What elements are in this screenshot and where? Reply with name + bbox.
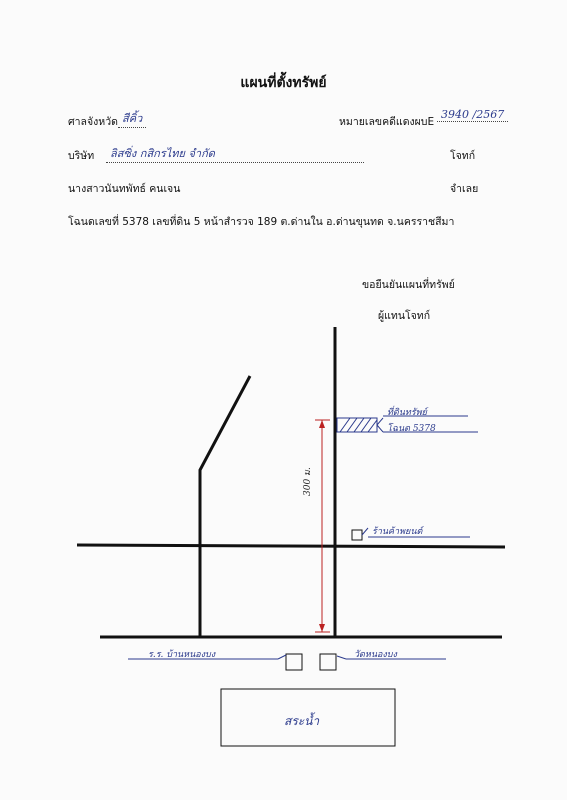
defendant-label: จำเลย [450, 183, 479, 195]
school-pointer [278, 655, 286, 659]
temple-pointer [337, 656, 346, 659]
property-label: ที่ดินทรัพย์ [387, 408, 427, 418]
school-label: ร.ร. บ้านหนองบง [148, 650, 216, 660]
shop-marker [352, 530, 362, 540]
school-marker [286, 654, 302, 670]
confirm-map-label: ขอยืนยันแผนที่ทรัพย์ [362, 279, 455, 291]
shop-pointer [362, 528, 368, 535]
plaintiff-representative-label: ผู้แทนโจทก์ [378, 310, 431, 322]
defendant-name: นางสาวนันทพัทธ์ คนเจน [68, 183, 181, 195]
deed-number-label: โฉนด 5378 [387, 424, 436, 434]
plaintiff-label: โจทก์ [450, 150, 476, 162]
company-label: บริษัท [68, 150, 95, 162]
road-left-branch [200, 376, 250, 637]
deed-line: โฉนดเลขที่ 5378 เลขที่ดิน 5 หน้าสำรวจ 189 ต.ด่านใน อ.ด่านขุนทด จ.นครราชสีมา [68, 216, 455, 228]
page-title: แผนที่ตั้งทรัพย์ [240, 75, 327, 91]
company-value: ลิสซิ่ง กสิกรไทย จำกัด [106, 144, 364, 163]
court-label: ศาลจังหวัด [68, 116, 118, 128]
temple-marker [320, 654, 336, 670]
case-number-label: หมายเลขคดีแดงผบE [339, 116, 435, 128]
distance-dimension [315, 420, 330, 632]
temple-label: วัดหนองบง [354, 650, 397, 660]
court-value: สีคิ้ว [118, 109, 146, 128]
property-label-bracket [377, 418, 383, 432]
road-horizontal-middle [77, 545, 505, 547]
pond-label: สระน้ำ [284, 714, 320, 728]
distance-label: 300 ม. [303, 467, 313, 496]
property-marker [337, 418, 377, 432]
case-number-value: 3940 /2567 [437, 108, 508, 122]
shop-label: ร้านค้าพยนต์ [372, 527, 423, 537]
